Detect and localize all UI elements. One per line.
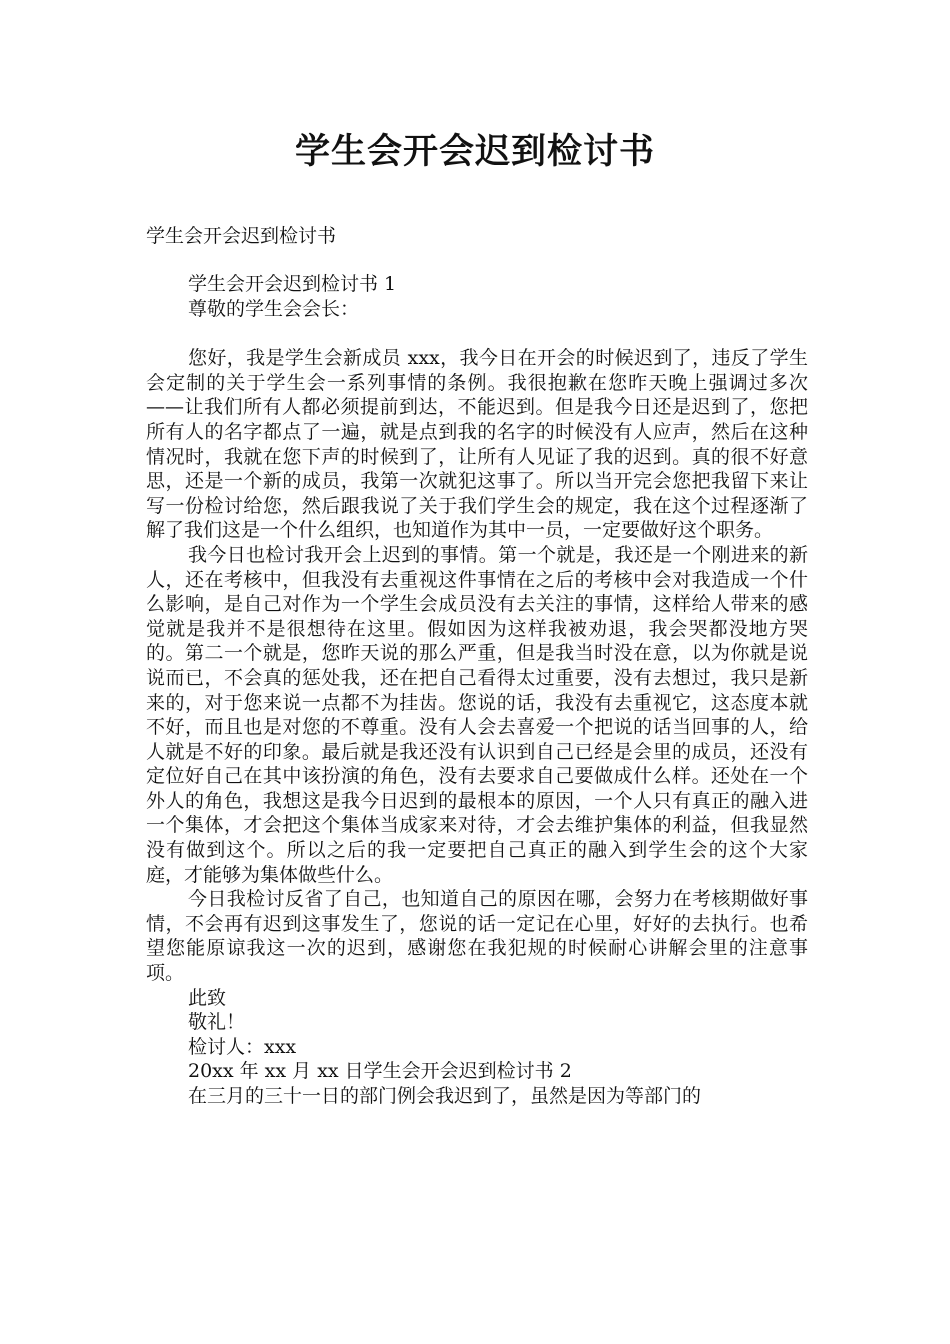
paragraph-3: 今日我检讨反省了自己，也知道自己的原因在哪，会努力在考核期做好事情，不会再有迟到这事发生了，您说的话一定记在心里，好好的去执行。也希望您能原谅我这一次的迟到，感谢您在我犯规的时候耐心讲解会里的注意事项。	[146, 888, 808, 985]
salutation: 尊敬的学生会会长：	[188, 297, 360, 320]
document-subtitle: 学生会开会迟到检讨书	[146, 225, 337, 247]
page-title: 学生会开会迟到检讨书	[294, 132, 655, 172]
closing-salute: 敬礼！	[188, 1011, 246, 1034]
closing-phrase: 此致	[188, 986, 227, 1009]
document-body	[146, 272, 808, 1109]
paragraph-2: 我今日也检讨我开会上迟到的事情。第一个就是，我还是一个刚进来的新人，还在考核中，但我没有去重视这件事情在之后的考核中会对我造成一个什么影响，是自己对作为一个学生会成员没有去关注的事情，这样给人带来的感觉就是我并不是很想待在这里。假如因为这样我被劝退，我会哭都没地方哭的。第二一个就是，您昨天说的那么严重，但是我当时没在意，以为你就是说说而已，不会真的惩处我，还在把自己看得太过重要，没有去想过，我只是新来的，对于您来说一点都不为挂齿。您说的话，我没有去重视它，这态度本就不好，而且也是对您的不尊重。没有人会去喜爱一个把说的话当回事的人，给人就是不好的印象。最后就是我还没有认识到自己已经是会里的成员，还没有定位好自己在其中该扮演的角色，没有去要求自己要做成什么样。还处在一个外人的角色，我想这是我今日迟到的最根本的原因，一个人只有真正的融入进一个集体，才会把这个集体当成家来对待，才会去维护集体的利益，但我显然没有做到这个。所以之后的我一定要把自己真正的融入到学生会的这个大家庭，才能够为集体做些什么。	[146, 543, 808, 886]
date-and-heading-2: 20xx 年 xx 月 xx 日学生会开会迟到检讨书 2	[188, 1060, 572, 1083]
section-heading-1: 学生会开会迟到检讨书 1	[188, 273, 397, 295]
signature: 检讨人：xxx	[188, 1035, 297, 1058]
paragraph-1: 您好，我是学生会新成员 xxx，我今日在开会的时候迟到了，违反了学生会定制的关于学生会一系列事情的条例。我很抱歉在您昨天晚上强调过多次——让我们所有人都必须提前到达，不能迟到。但是我今日还是迟到了，您把所有人的名字都点了一遍，就是点到我的名字的时候没有人应声，然后在这种情况时，我就在您下声的时候到了，让所有人见证了我的迟到。真的很不好意思，还是一个新的成员，我第一次就犯这事了。所以当开完会您把我留下来让写一份检讨给您，然后跟我说了关于我们学生会的规定，我在这个过程逐渐了解了我们这是一个什么组织，也知道作为其中一员，一定要做好这个职务。	[146, 347, 808, 542]
paragraph-gap	[146, 321, 808, 346]
paragraph-4-start: 在三月的三十一日的部门例会我迟到了，虽然是因为等部门的	[188, 1085, 702, 1107]
